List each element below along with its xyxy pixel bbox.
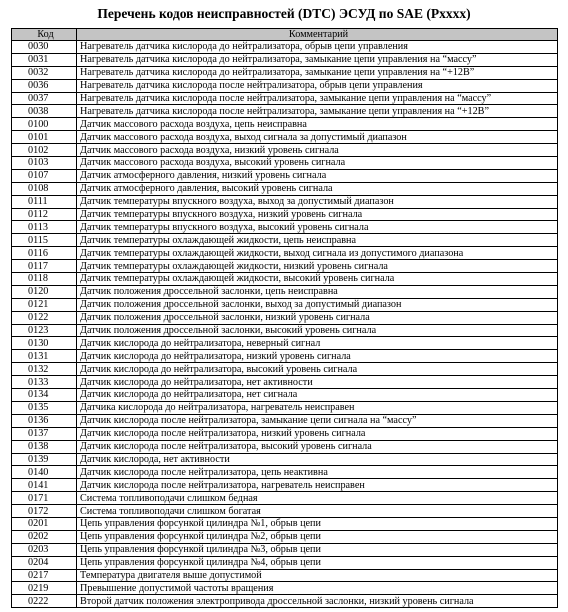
dtc-code: 0141 <box>12 479 77 492</box>
dtc-code: 0203 <box>12 543 77 556</box>
dtc-comment: Датчик атмосферного давления, высокий уровень сигнала <box>77 182 558 195</box>
table-row <box>12 324 558 337</box>
table-row <box>12 92 558 105</box>
dtc-comment: Датчик положения дроссельной заслонки, цепь неисправна <box>77 285 558 298</box>
dtc-comment: Датчик кислорода до нейтрализатора, низкий уровень сигнала <box>77 350 558 363</box>
table-row <box>12 595 558 608</box>
dtc-comment: Датчик температуры охлаждающей жидкости, высокий уровень сигнала <box>77 273 558 286</box>
dtc-code: 0102 <box>12 144 77 157</box>
dtc-comment: Датчик кислорода до нейтрализатора, высокий уровень сигнала <box>77 363 558 376</box>
dtc-code: 0204 <box>12 556 77 569</box>
dtc-comment: Датчик кислорода после нейтрализатора, нагреватель неисправен <box>77 479 558 492</box>
dtc-comment: Датчик кислорода, нет активности <box>77 453 558 466</box>
table-row <box>12 569 558 582</box>
dtc-code: 0030 <box>12 41 77 54</box>
table-row <box>12 273 558 286</box>
dtc-comment: Датчик температуры впускного воздуха, высокий уровень сигнала <box>77 221 558 234</box>
dtc-code: 0139 <box>12 453 77 466</box>
dtc-code: 0108 <box>12 182 77 195</box>
table-row <box>12 311 558 324</box>
dtc-code: 0219 <box>12 582 77 595</box>
dtc-comment: Датчик температуры впускного воздуха, низкий уровень сигнала <box>77 208 558 221</box>
dtc-comment: Датчик положения дроссельной заслонки, низкий уровень сигнала <box>77 311 558 324</box>
dtc-code: 0135 <box>12 401 77 414</box>
dtc-comment: Система топливоподачи слишком бедная <box>77 492 558 505</box>
dtc-comment: Второй датчик положения электропривода дроссельной заслонки, низкий уровень сигнала <box>77 595 558 608</box>
dtc-code: 0202 <box>12 530 77 543</box>
dtc-comment: Нагреватель датчика кислорода после нейтрализатора, замыкание цепи управления на “массу” <box>77 92 558 105</box>
table-row <box>12 440 558 453</box>
table-row <box>12 517 558 530</box>
dtc-comment: Датчик кислорода до нейтрализатора, нет сигнала <box>77 389 558 402</box>
dtc-code: 0101 <box>12 131 77 144</box>
dtc-code: 0100 <box>12 118 77 131</box>
table-row <box>12 157 558 170</box>
dtc-comment: Датчик атмосферного давления, низкий уровень сигнала <box>77 169 558 182</box>
table-row <box>12 556 558 569</box>
table-row <box>12 41 558 54</box>
column-header-comment: Комментарий <box>77 29 558 41</box>
dtc-code: 0036 <box>12 79 77 92</box>
column-header-code: Код <box>12 29 77 41</box>
dtc-comment: Датчик массового расхода воздуха, цепь неисправна <box>77 118 558 131</box>
table-row <box>12 363 558 376</box>
dtc-code: 0115 <box>12 234 77 247</box>
dtc-table <box>11 28 558 608</box>
dtc-code: 0116 <box>12 247 77 260</box>
dtc-code: 0131 <box>12 350 77 363</box>
table-row <box>12 208 558 221</box>
dtc-code: 0111 <box>12 195 77 208</box>
table-row <box>12 131 558 144</box>
table-row <box>12 427 558 440</box>
dtc-code: 0201 <box>12 517 77 530</box>
dtc-code: 0217 <box>12 569 77 582</box>
dtc-code: 0118 <box>12 273 77 286</box>
dtc-comment: Цепь управления форсункой цилиндра №4, обрыв цепи <box>77 556 558 569</box>
table-row <box>12 221 558 234</box>
dtc-code: 0136 <box>12 414 77 427</box>
table-row <box>12 169 558 182</box>
table-row <box>12 466 558 479</box>
table-row <box>12 53 558 66</box>
dtc-code: 0112 <box>12 208 77 221</box>
dtc-comment: Система топливоподачи слишком богатая <box>77 505 558 518</box>
dtc-code: 0140 <box>12 466 77 479</box>
dtc-comment: Цепь управления форсункой цилиндра №2, обрыв цепи <box>77 530 558 543</box>
dtc-comment: Датчик кислорода после нейтрализатора, замыкание цепи сигнала на “массу” <box>77 414 558 427</box>
dtc-comment: Датчик положения дроссельной заслонки, выход за допустимый диапазон <box>77 298 558 311</box>
dtc-code: 0117 <box>12 260 77 273</box>
table-row <box>12 492 558 505</box>
dtc-comment: Датчик температуры охлаждающей жидкости, выход сигнала из допустимого диапазона <box>77 247 558 260</box>
dtc-comment: Нагреватель датчика кислорода до нейтрализатора, замыкание цепи управления на “+12В” <box>77 66 558 79</box>
page-title: Перечень кодов неисправностей (DTC) ЭСУД по SAE (Pxxxx) <box>97 6 471 21</box>
dtc-code: 0031 <box>12 53 77 66</box>
table-row <box>12 479 558 492</box>
table-row <box>12 79 558 92</box>
dtc-comment: Датчик массового расхода воздуха, высокий уровень сигнала <box>77 157 558 170</box>
table-row <box>12 144 558 157</box>
dtc-comment: Датчик температуры впускного воздуха, выход за допустимый диапазон <box>77 195 558 208</box>
dtc-code: 0032 <box>12 66 77 79</box>
dtc-code: 0103 <box>12 157 77 170</box>
dtc-code: 0037 <box>12 92 77 105</box>
dtc-comment: Датчик температуры охлаждающей жидкости, цепь неисправна <box>77 234 558 247</box>
dtc-code: 0133 <box>12 376 77 389</box>
dtc-comment: Превышение допустимой частоты вращения <box>77 582 558 595</box>
dtc-code: 0138 <box>12 440 77 453</box>
table-row <box>12 234 558 247</box>
dtc-comment: Датчик кислорода до нейтрализатора, неверный сигнал <box>77 337 558 350</box>
table-row <box>12 376 558 389</box>
dtc-comment: Нагреватель датчика кислорода после нейтрализатора, замыкание цепи управления на “+12В” <box>77 105 558 118</box>
table-row <box>12 285 558 298</box>
table-row <box>12 298 558 311</box>
dtc-comment: Датчик кислорода до нейтрализатора, нет активности <box>77 376 558 389</box>
table-row <box>12 118 558 131</box>
dtc-code: 0038 <box>12 105 77 118</box>
dtc-code: 0137 <box>12 427 77 440</box>
dtc-comment: Цепь управления форсункой цилиндра №3, обрыв цепи <box>77 543 558 556</box>
dtc-comment: Температура двигателя выше допустимой <box>77 569 558 582</box>
dtc-comment: Датчик кислорода после нейтрализатора, высокий уровень сигнала <box>77 440 558 453</box>
table-row <box>12 195 558 208</box>
table-row <box>12 414 558 427</box>
dtc-comment: Датчик температуры охлаждающей жидкости, низкий уровень сигнала <box>77 260 558 273</box>
dtc-comment: Нагреватель датчика кислорода после нейтрализатора, обрыв цепи управления <box>77 79 558 92</box>
table-row <box>12 247 558 260</box>
table-row <box>12 105 558 118</box>
table-row <box>12 182 558 195</box>
table-row <box>12 582 558 595</box>
table-row <box>12 453 558 466</box>
dtc-code: 0113 <box>12 221 77 234</box>
dtc-comment: Датчик кислорода после нейтрализатора, низкий уровень сигнала <box>77 427 558 440</box>
table-row <box>12 505 558 518</box>
dtc-code: 0171 <box>12 492 77 505</box>
table-row <box>12 401 558 414</box>
dtc-comment: Датчик положения дроссельной заслонки, высокий уровень сигнала <box>77 324 558 337</box>
dtc-code: 0123 <box>12 324 77 337</box>
table-row <box>12 389 558 402</box>
dtc-code: 0120 <box>12 285 77 298</box>
dtc-code: 0222 <box>12 595 77 608</box>
dtc-code: 0134 <box>12 389 77 402</box>
table-row <box>12 543 558 556</box>
dtc-comment: Датчика кислорода до нейтрализатора, нагреватель неисправен <box>77 401 558 414</box>
table-row <box>12 530 558 543</box>
dtc-code: 0122 <box>12 311 77 324</box>
table-row <box>12 337 558 350</box>
dtc-code: 0107 <box>12 169 77 182</box>
dtc-code: 0130 <box>12 337 77 350</box>
table-row <box>12 66 558 79</box>
dtc-code: 0121 <box>12 298 77 311</box>
dtc-comment: Нагреватель датчика кислорода до нейтрализатора, обрыв цепи управления <box>77 41 558 54</box>
dtc-comment: Датчик кислорода после нейтрализатора, цепь неактивна <box>77 466 558 479</box>
dtc-comment: Датчик массового расхода воздуха, низкий уровень сигнала <box>77 144 558 157</box>
dtc-code: 0132 <box>12 363 77 376</box>
dtc-code: 0172 <box>12 505 77 518</box>
table-row <box>12 350 558 363</box>
table-row <box>12 260 558 273</box>
table-header-row <box>12 29 558 41</box>
dtc-comment: Датчик массового расхода воздуха, выход сигнала за допустимый диапазон <box>77 131 558 144</box>
dtc-comment: Цепь управления форсункой цилиндра №1, обрыв цепи <box>77 517 558 530</box>
dtc-comment: Нагреватель датчика кислорода до нейтрализатора, замыкание цепи управления на “массу” <box>77 53 558 66</box>
